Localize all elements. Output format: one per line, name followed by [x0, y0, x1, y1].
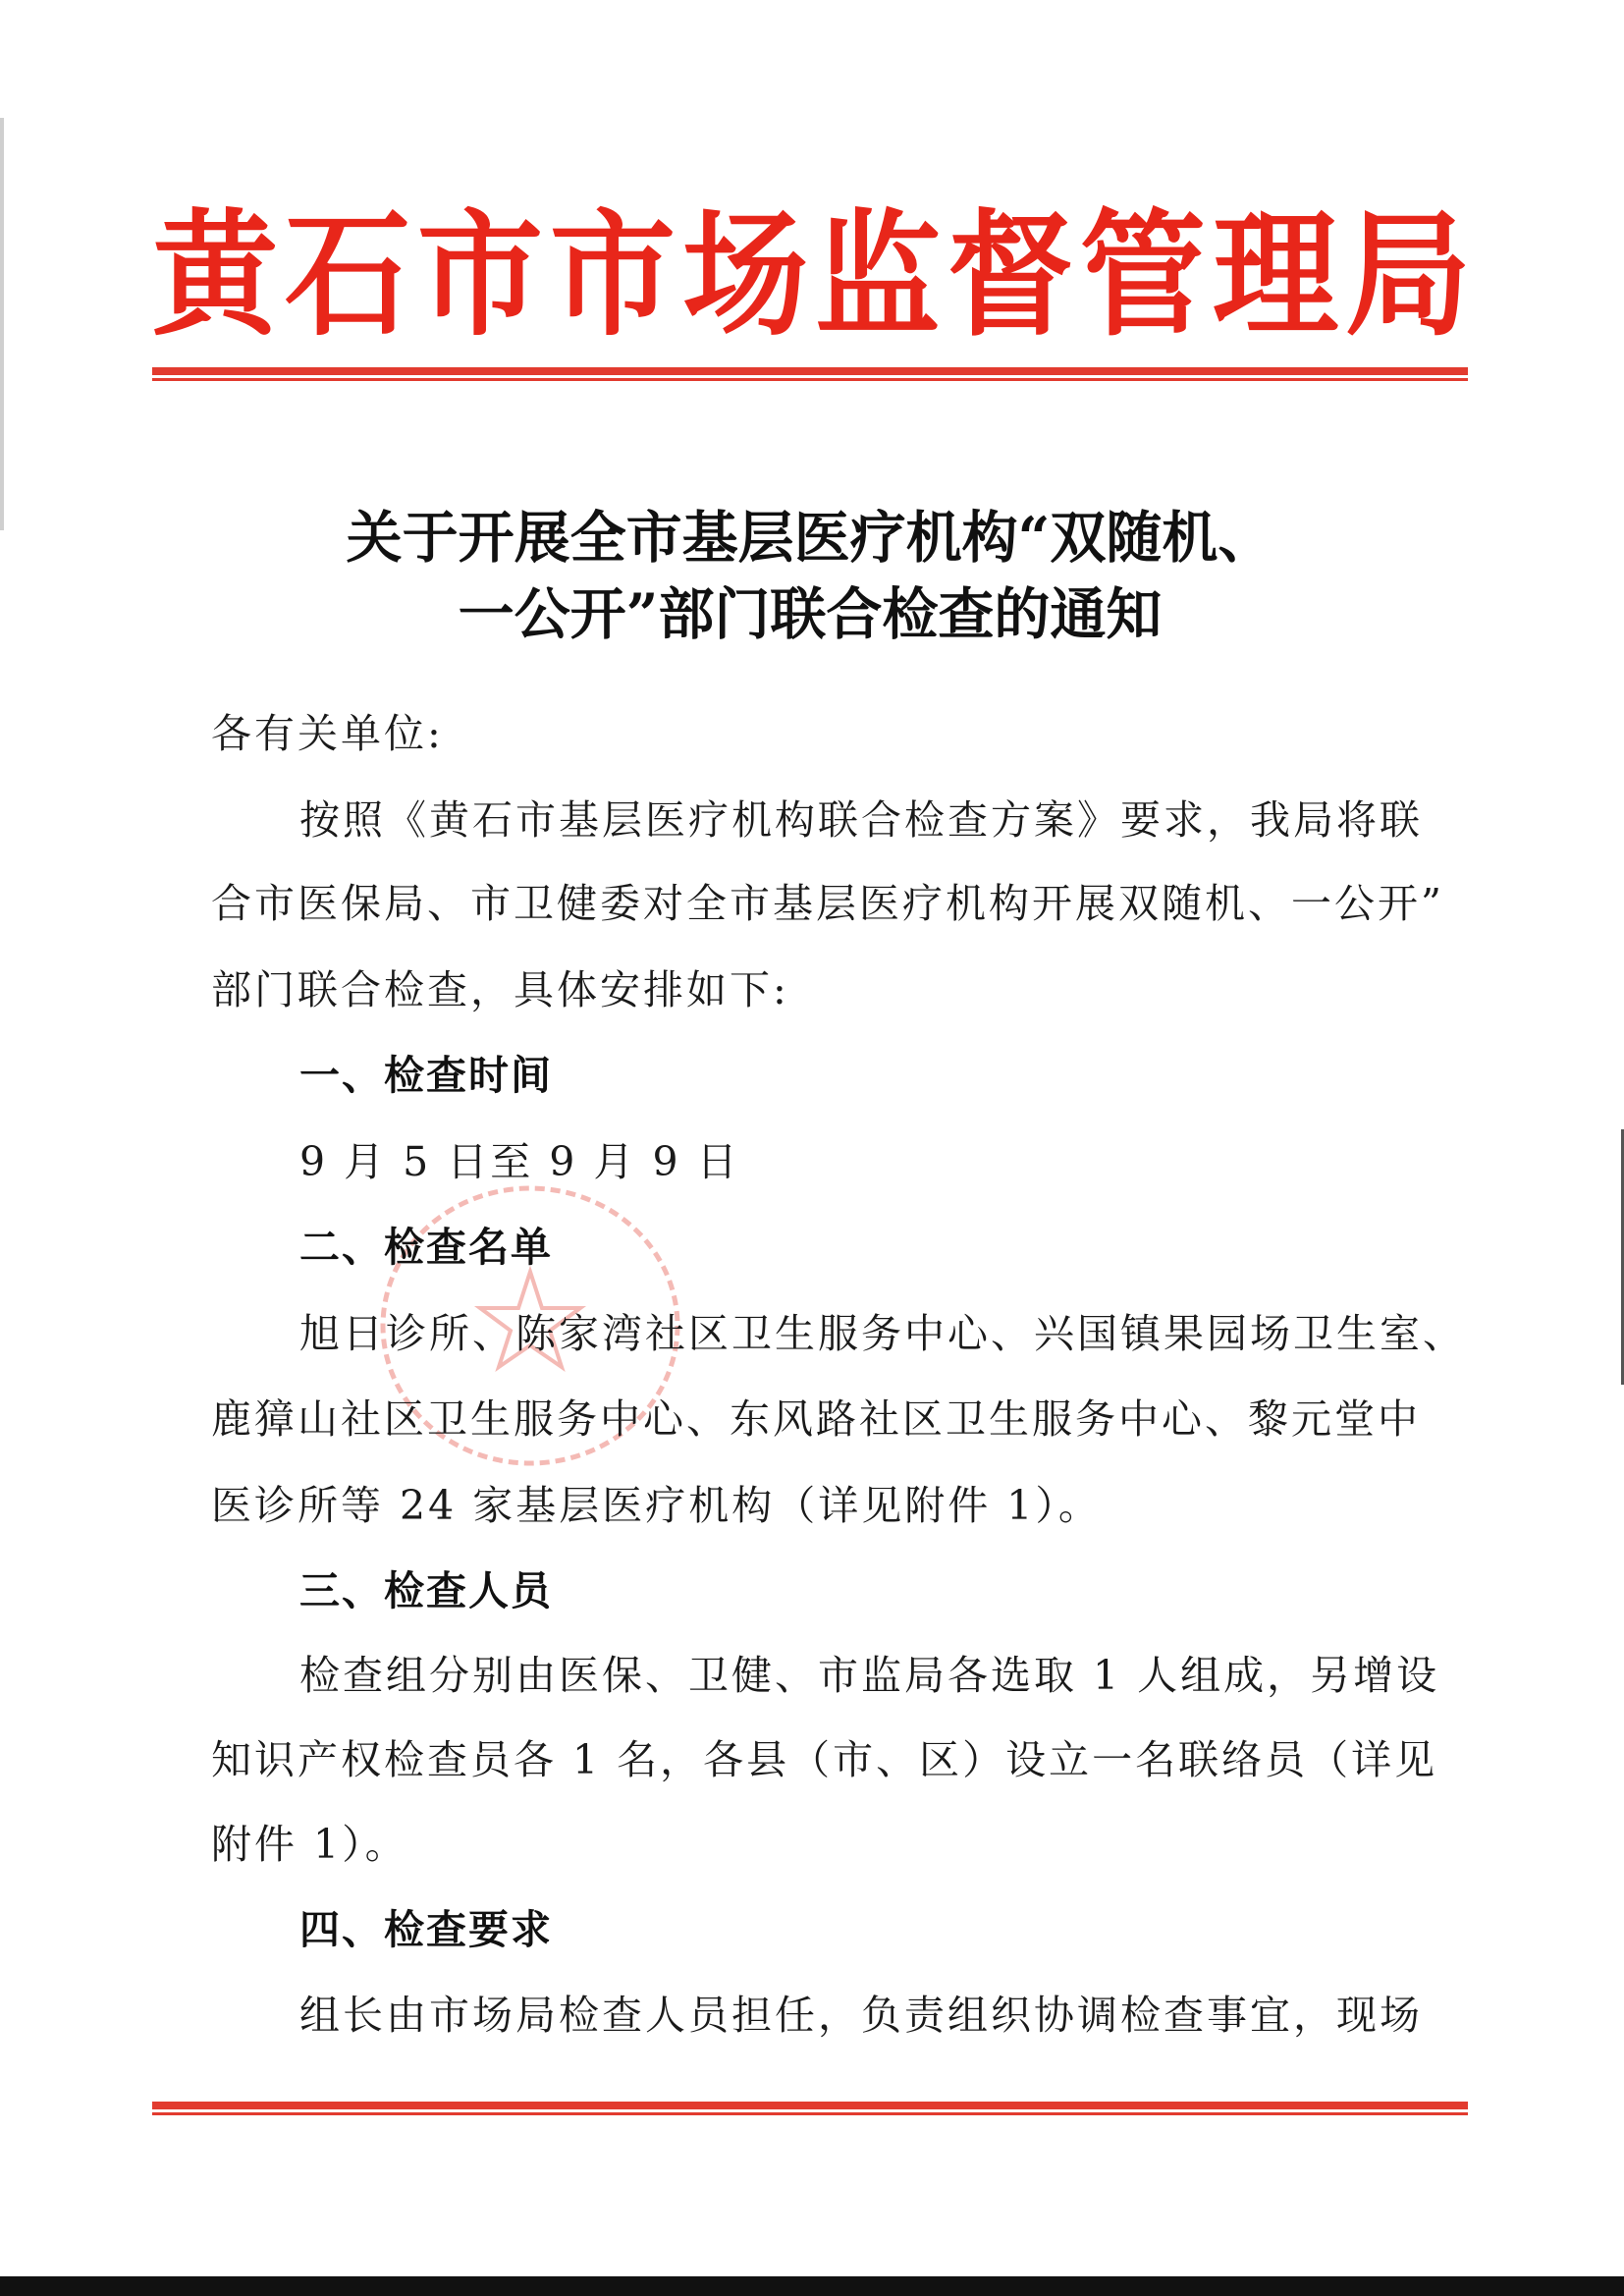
scan-bottom-band [0, 2276, 1624, 2296]
intro-line-2: 合市医保局、市卫健委对全市基层医疗机构开展双随机、一公开” [211, 880, 1444, 927]
section-heading-inspection-personnel: 三、检查人员 [299, 1567, 553, 1614]
document-title-line-2: 一公开”部门联合检查的通知 [458, 581, 1163, 647]
footer-red-rule-thin [152, 2112, 1468, 2115]
inspection-list-line-2: 鹿獐山社区卫生服务中心、东风路社区卫生服务中心、黎元堂中 [211, 1395, 1421, 1443]
header-red-rule [152, 367, 1468, 375]
inspection-personnel-line-2: 知识产权检查员各 1 名，各县（市、区）设立一名联络员（详见 [211, 1736, 1438, 1783]
salutation: 各有关单位: [211, 710, 444, 757]
inspection-time-text: 9 月 5 日至 9 月 9 日 [299, 1138, 740, 1185]
intro-line-1: 按照《黄石市基层医疗机构联合检查方案》要求，我局将联 [299, 796, 1423, 844]
issuing-organization-header: 黄石市市场监督管理局 [152, 195, 1479, 355]
section-heading-inspection-requirements: 四、检查要求 [299, 1906, 553, 1953]
section-heading-inspection-time: 一、检查时间 [299, 1052, 553, 1099]
inspection-list-line-3: 医诊所等 24 家基层医疗机构（详见附件 1）。 [211, 1482, 1102, 1529]
document-title-line-1: 关于开展全市基层医疗机构“双随机、 [346, 505, 1274, 571]
inspection-personnel-line-1: 检查组分别由医保、卫健、市监局各选取 1 人组成，另增设 [299, 1652, 1440, 1699]
inspection-list-line-1: 旭日诊所、陈家湾社区卫生服务中心、兴国镇果园场卫生室、 [299, 1310, 1466, 1357]
inspection-requirements-line-1: 组长由市场局检查人员担任，负责组织协调检查事宜，现场 [299, 1992, 1423, 2039]
footer-red-rule [152, 2102, 1468, 2109]
intro-line-3: 部门联合检查，具体安排如下: [211, 966, 789, 1013]
section-heading-inspection-list: 二、检查名单 [299, 1224, 553, 1271]
scan-left-edge [0, 118, 4, 530]
inspection-personnel-line-3: 附件 1）。 [211, 1821, 408, 1868]
header-red-rule-thin [152, 378, 1468, 381]
